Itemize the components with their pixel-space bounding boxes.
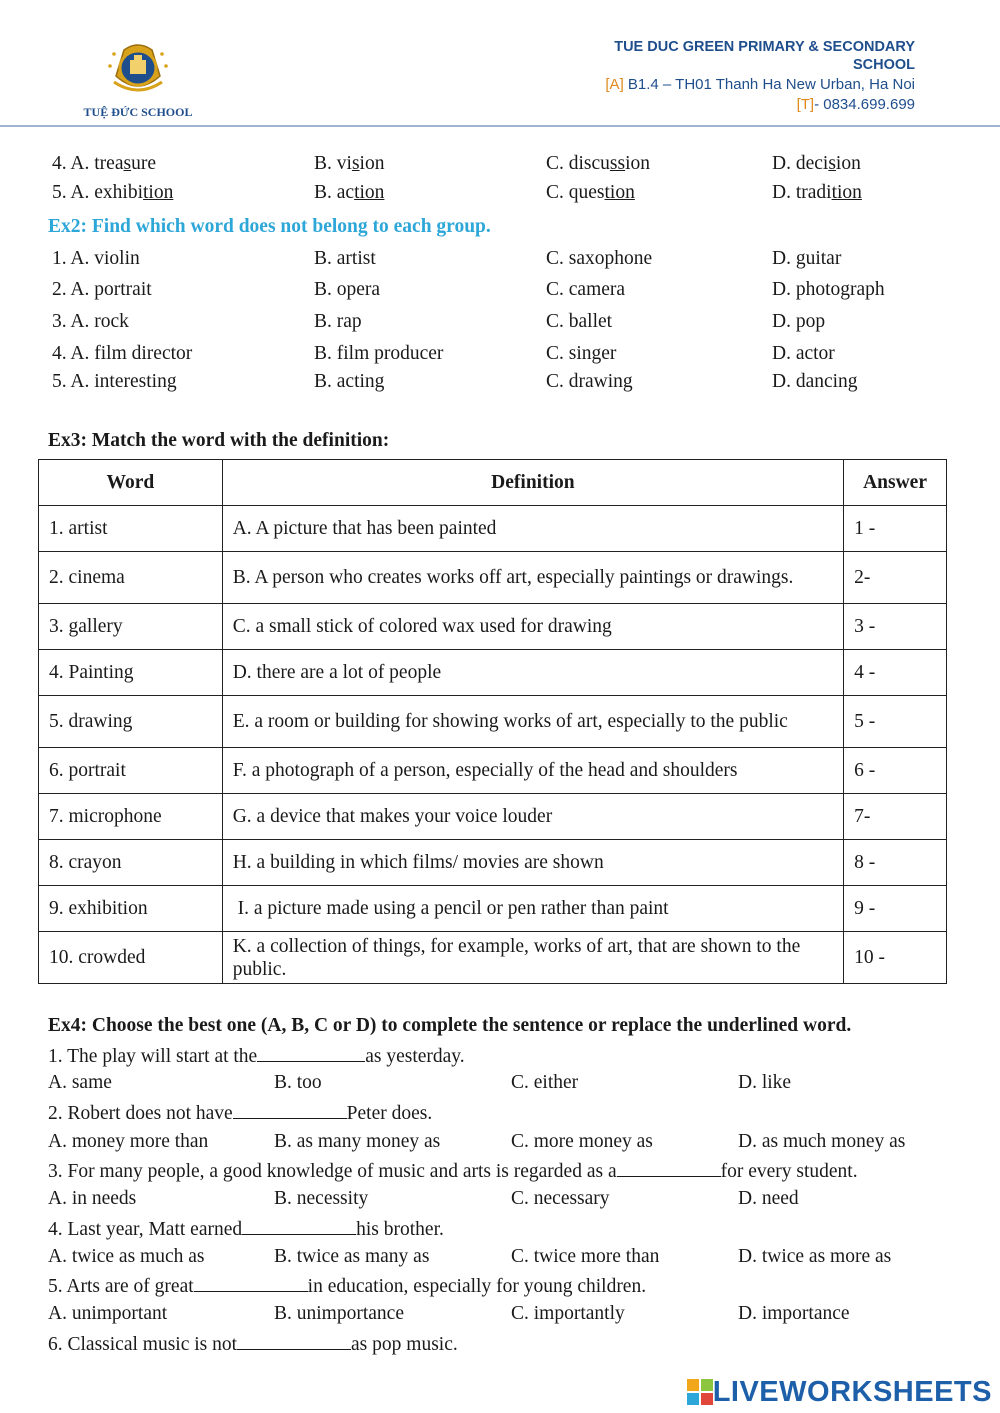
answer-cell[interactable]: 4 - [844, 650, 947, 696]
school-address [605, 76, 915, 93]
ex1-row-5-d: D. tradition [772, 182, 862, 203]
ex1-row-4-d: D. decision [772, 153, 861, 174]
col-header-word: Word [39, 460, 223, 506]
ex4-q6-stem: 6. Classical music is not as pop music. [48, 1331, 458, 1357]
ex4-q3-option-a[interactable]: A. in needs [48, 1188, 137, 1209]
ex2-q4-c: C. singer [546, 343, 617, 364]
ex1-row-5-b: B. action [314, 182, 385, 203]
answer-cell[interactable]: 7- [844, 794, 947, 840]
ex4-q3-option-b[interactable]: B. necessity [274, 1188, 369, 1209]
ex2-q1-b: B. artist [314, 248, 376, 269]
school-phone [797, 96, 915, 113]
col-header-answer: Answer [844, 460, 947, 506]
table-row [39, 840, 947, 886]
ex2-q1-d: D. guitar [772, 248, 842, 269]
definition-cell: K. a collection of things, for example, works of art, that are shown to the public. [222, 932, 843, 984]
word-cell: 7. microphone [39, 794, 223, 840]
ex3-title: Ex3: Match the word with the definition: [48, 430, 390, 451]
ex4-q1-option-c[interactable]: C. either [511, 1072, 579, 1093]
answer-cell[interactable]: 5 - [844, 696, 947, 748]
ex4-q2-option-c[interactable]: C. more money as [511, 1131, 653, 1152]
answer-cell[interactable]: 2- [844, 552, 947, 604]
definition-cell: F. a photograph of a person, especially of the head and shoulders [222, 748, 843, 794]
ex4-q5-option-a[interactable]: A. unimportant [48, 1303, 168, 1324]
ex4-q5-option-b[interactable]: B. unimportance [274, 1303, 404, 1324]
ex4-q1-option-a[interactable]: A. same [48, 1072, 112, 1093]
liveworksheets-logo-text: LIVEWORKSHEETS [712, 1375, 992, 1408]
definition-cell: E. a room or building for showing works of art, especially to the public [222, 696, 843, 748]
school-name-line2: SCHOOL [852, 57, 915, 73]
answer-blank[interactable] [194, 1273, 308, 1292]
table-row [39, 506, 947, 552]
ex1-row-4-b: B. vision [314, 153, 385, 174]
ex4-title: Ex4: Choose the best one (A, B, C or D) to complete the sentence or replace the underlined word. [48, 1015, 852, 1036]
ex2-q3-b: B. rap [314, 311, 362, 332]
ex4-q3-option-d[interactable]: D. need [738, 1188, 799, 1209]
ex1-row-4-c: C. discussion [546, 153, 651, 174]
definition-cell: D. there are a lot of people [222, 650, 843, 696]
ex1-row-5-a: 5. A. exhibition [52, 182, 174, 203]
answer-cell[interactable]: 8 - [844, 840, 947, 886]
ex4-q1-option-d[interactable]: D. like [738, 1072, 792, 1093]
col-header-definition: Definition [222, 460, 843, 506]
ex2-q4-d: D. actor [772, 343, 835, 364]
answer-blank[interactable] [242, 1216, 356, 1235]
ex4-q2-option-b[interactable]: B. as many money as [274, 1131, 441, 1152]
definition-cell: G. a device that makes your voice louder [222, 794, 843, 840]
answer-cell[interactable]: 6 - [844, 748, 947, 794]
ex4-q4-option-a[interactable]: A. twice as much as [48, 1246, 205, 1267]
ex2-q4-b: B. film producer [314, 343, 444, 364]
word-cell: 5. drawing [39, 696, 223, 748]
answer-cell[interactable]: 3 - [844, 604, 947, 650]
ex2-q5-c: C. drawing [546, 371, 633, 392]
ex2-q5-a: 5. A. interesting [52, 371, 177, 392]
logo-text: TUỆ ĐỨC SCHOOL [83, 105, 193, 119]
phone-text: - 0834.699.699 [814, 96, 915, 113]
ex1-row-4-a: 4. A. treasure [52, 153, 156, 174]
word-cell: 2. cinema [39, 552, 223, 604]
answer-blank[interactable] [237, 1331, 351, 1350]
table-row [39, 696, 947, 748]
ex2-q5-d: D. dancing [772, 371, 858, 392]
ex4-q1-stem: 1. The play will start at the as yesterday. [48, 1043, 465, 1069]
ex4-q3-option-c[interactable]: C. necessary [511, 1188, 610, 1209]
address-text: B1.4 – TH01 Thanh Ha New Urban, Ha Noi [623, 76, 915, 93]
ex2-q3-c: C. ballet [546, 311, 613, 332]
word-cell: 10. crowded [39, 932, 223, 984]
table-row [39, 794, 947, 840]
ex2-title: Ex2: Find which word does not belong to each group. [48, 216, 491, 237]
ex1-row-5-c: C. question [546, 182, 635, 203]
word-cell: 1. artist [39, 506, 223, 552]
table-row [39, 748, 947, 794]
word-cell: 9. exhibition [39, 886, 223, 932]
ex2-q1-c: C. saxophone [546, 248, 653, 269]
ex4-q1-option-b[interactable]: B. too [274, 1072, 322, 1093]
ex2-q3-a: 3. A. rock [52, 311, 129, 332]
school-name-line1: TUE DUC GREEN PRIMARY & SECONDARY [614, 39, 915, 55]
ex2-q5-b: B. acting [314, 371, 385, 392]
ex2-q1-a: 1. A. violin [52, 248, 140, 269]
definition-cell: A. A picture that has been painted [222, 506, 843, 552]
ex4-q2-option-a[interactable]: A. money more than [48, 1131, 209, 1152]
ex2-q2-a: 2. A. portrait [52, 279, 152, 300]
ex2-q2-c: C. camera [546, 279, 626, 300]
ex4-q4-stem: 4. Last year, Matt earned his brother. [48, 1216, 444, 1242]
table-row [39, 604, 947, 650]
answer-blank[interactable] [617, 1158, 721, 1177]
answer-cell[interactable]: 10 - [844, 932, 947, 984]
school-logo [74, 38, 202, 126]
ex4-q2-stem: 2. Robert does not have Peter does. [48, 1100, 432, 1126]
table-row [39, 932, 947, 984]
answer-cell[interactable]: 1 - [844, 506, 947, 552]
word-cell: 8. crayon [39, 840, 223, 886]
word-cell: 3. gallery [39, 604, 223, 650]
ex4-q5-option-d[interactable]: D. importance [738, 1303, 850, 1324]
ex4-q4-option-b[interactable]: B. twice as many as [274, 1246, 430, 1267]
table-header-row [39, 460, 947, 506]
liveworksheets-brand [687, 1374, 992, 1410]
ex4-q5-stem: 5. Arts are of great in education, especially for young children. [48, 1273, 646, 1299]
ex4-q2-option-d[interactable]: D. as much money as [738, 1131, 906, 1152]
ex3-match-table [38, 459, 947, 984]
table-row [39, 650, 947, 696]
table-row [39, 552, 947, 604]
ex2-q2-b: B. opera [314, 279, 381, 300]
ex2-q3-d: D. pop [772, 311, 826, 332]
word-cell: 4. Painting [39, 650, 223, 696]
ex4-q4-option-c[interactable]: C. twice more than [511, 1246, 660, 1267]
answer-cell[interactable]: 9 - [844, 886, 947, 932]
address-tag: [A] [605, 76, 624, 93]
ex4-q4-option-d[interactable]: D. twice as more as [738, 1246, 892, 1267]
definition-cell: H. a building in which films/ movies are shown [222, 840, 843, 886]
answer-blank[interactable] [233, 1100, 347, 1119]
ex2-q4-a: 4. A. film director [52, 343, 193, 364]
ex4-q5-option-c[interactable]: C. importantly [511, 1303, 625, 1324]
ex2-q2-d: D. photograph [772, 279, 885, 300]
liveworksheets-badge-icon [687, 1379, 713, 1405]
table-row [39, 886, 947, 932]
definition-cell: B. A person who creates works off art, especially paintings or drawings. [222, 552, 843, 604]
header-divider [0, 125, 1000, 127]
ex4-q3-stem: 3. For many people, a good knowledge of music and arts is regarded as a for every student. [48, 1158, 858, 1184]
definition-cell: C. a small stick of colored wax used for drawing [222, 604, 843, 650]
answer-blank[interactable] [257, 1043, 365, 1062]
phone-tag: [T] [796, 96, 815, 113]
word-cell: 6. portrait [39, 748, 223, 794]
definition-cell: I. a picture made using a pencil or pen rather than paint [222, 886, 843, 932]
